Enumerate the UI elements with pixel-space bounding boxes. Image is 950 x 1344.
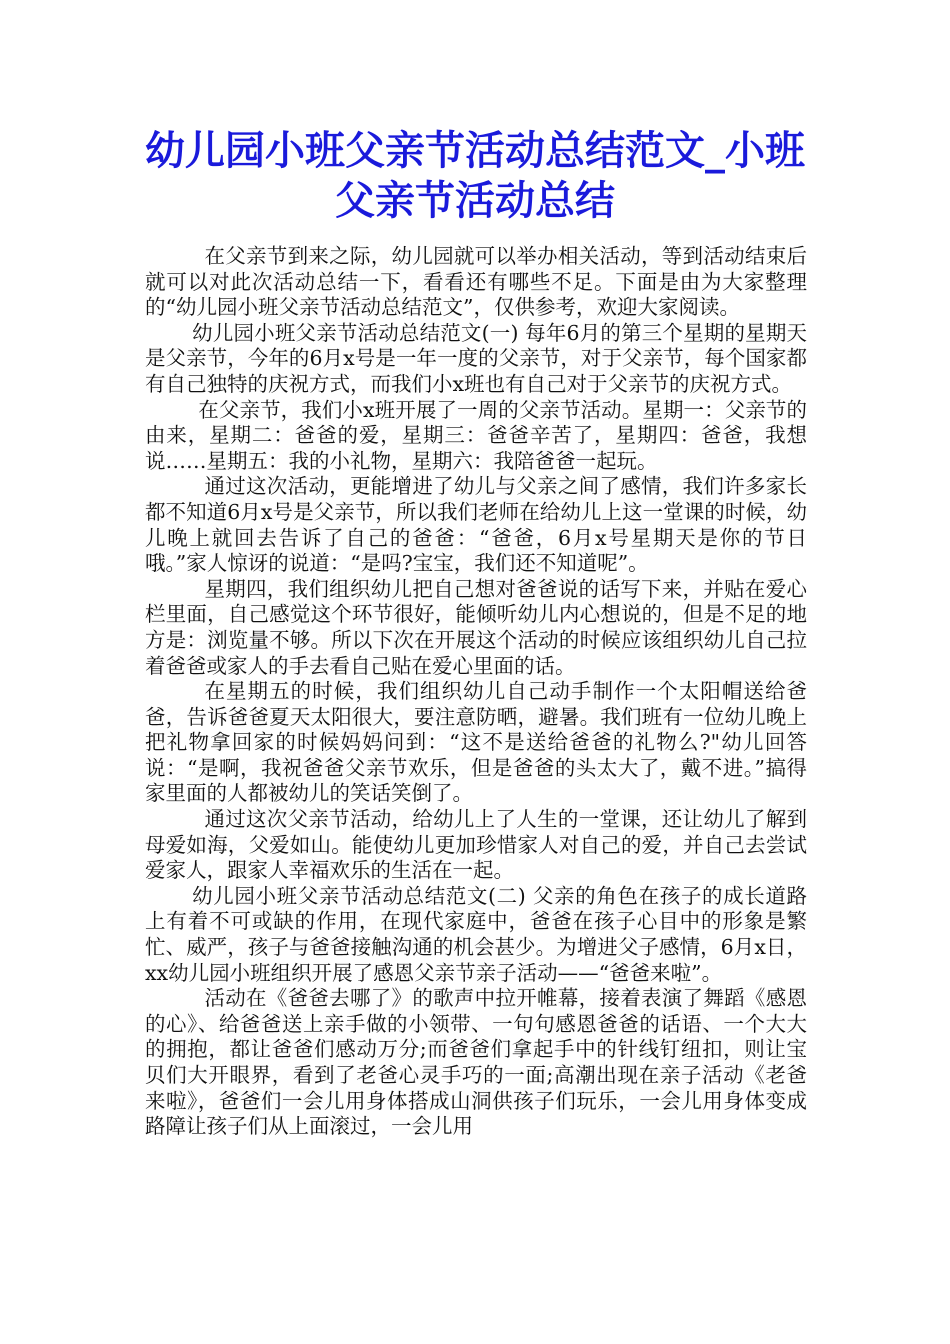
paragraph-sample-two-opening: 幼儿园小班父亲节活动总结范文(二) 父亲的角色在孩子的成长道路上有着不可或缺的作用，在现代家庭中，爸爸在孩子心目中的形象是繁忙、威严，孩子与爸爸接触沟通的机会甚少。为增进父子感情，6月x日，xx幼儿园小班组织开展了感恩父亲节亲子活动——“爸爸来啦”。 xyxy=(145,883,807,985)
paragraph-friday: 在星期五的时候，我们组织幼儿自己动手制作一个太阳帽送给爸爸，告诉爸爸夏天太阳很大，要注意防晒，避暑。我们班有一位幼儿晚上把礼物拿回家的时候妈妈问到：“这不是送给爸爸的礼物么?"幼儿回答说：“是啊，我祝爸爸父亲节欢乐，但是爸爸的头太大了，戴不进。”搞得家里面的人都被幼儿的笑话笑倒了。 xyxy=(145,679,807,806)
paragraph-weekly-activities: 在父亲节，我们小x班开展了一周的父亲节活动。星期一：父亲节的由来，星期二：爸爸的爱，星期三：爸爸辛苦了，星期四：爸爸，我想说……星期五：我的小礼物，星期六：我陪爸爸一起玩。 xyxy=(145,397,807,473)
document-body xyxy=(145,244,807,1140)
document-title: 幼儿园小班父亲节活动总结范文_小班父亲节活动总结 xyxy=(145,127,805,224)
paragraph-thursday: 星期四，我们组织幼儿把自己想对爸爸说的话写下来，并贴在爱心栏里面，自己感觉这个环节很好，能倾听幼儿内心想说的，但是不足的地方是：浏览量不够。所以下次在开展这个活动的时候应该组织幼儿自己拉着爸爸或家人的手去看自己贴在爱心里面的话。 xyxy=(145,576,807,678)
paragraph-conclusion-one: 通过这次父亲节活动，给幼儿上了人生的一堂课，还让幼儿了解到母爱如海，父爱如山。能使幼儿更加珍惜家人对自己的爱，并自己去尝试爱家人，跟家人幸福欢乐的生活在一起。 xyxy=(145,807,807,883)
paragraph-activity-effect: 通过这次活动，更能增进了幼儿与父亲之间了感情，我们许多家长都不知道6月x号是父亲节，所以我们老师在给幼儿上这一堂课的时候，幼儿晚上就回去告诉了自己的爸爸：“爸爸，6月x号星期天是你的节日哦。”家人惊讶的说道：“是吗?宝宝，我们还不知道呢”。 xyxy=(145,474,807,576)
paragraph-event-program: 活动在《爸爸去哪了》的歌声中拉开帷幕，接着表演了舞蹈《感恩的心》、给爸爸送上亲手做的小领带、一句句感恩爸爸的话语、一个大大的拥抱，都让爸爸们感动万分;而爸爸们拿起手中的针线钉纽扣，则让宝贝们大开眼界，看到了老爸心灵手巧的一面;高潮出现在亲子活动《老爸来啦》，爸爸们一会儿用身体搭成山洞供孩子们玩乐，一会儿用身体变成路障让孩子们从上面滚过，一会儿用 xyxy=(145,986,807,1139)
paragraph-sample-one-opening: 幼儿园小班父亲节活动总结范文(一) 每年6月的第三个星期的星期天是父亲节，今年的6月x号是一年一度的父亲节，对于父亲节，每个国家都有自己独特的庆祝方式，而我们小x班也有自己对于父亲节的庆祝方式。 xyxy=(145,320,807,396)
paragraph-intro: 在父亲节到来之际，幼儿园就可以举办相关活动，等到活动结束后就可以对此次活动总结一下，看看还有哪些不足。下面是由为大家整理的“幼儿园小班父亲节活动总结范文”，仅供参考，欢迎大家阅读。 xyxy=(145,244,807,320)
